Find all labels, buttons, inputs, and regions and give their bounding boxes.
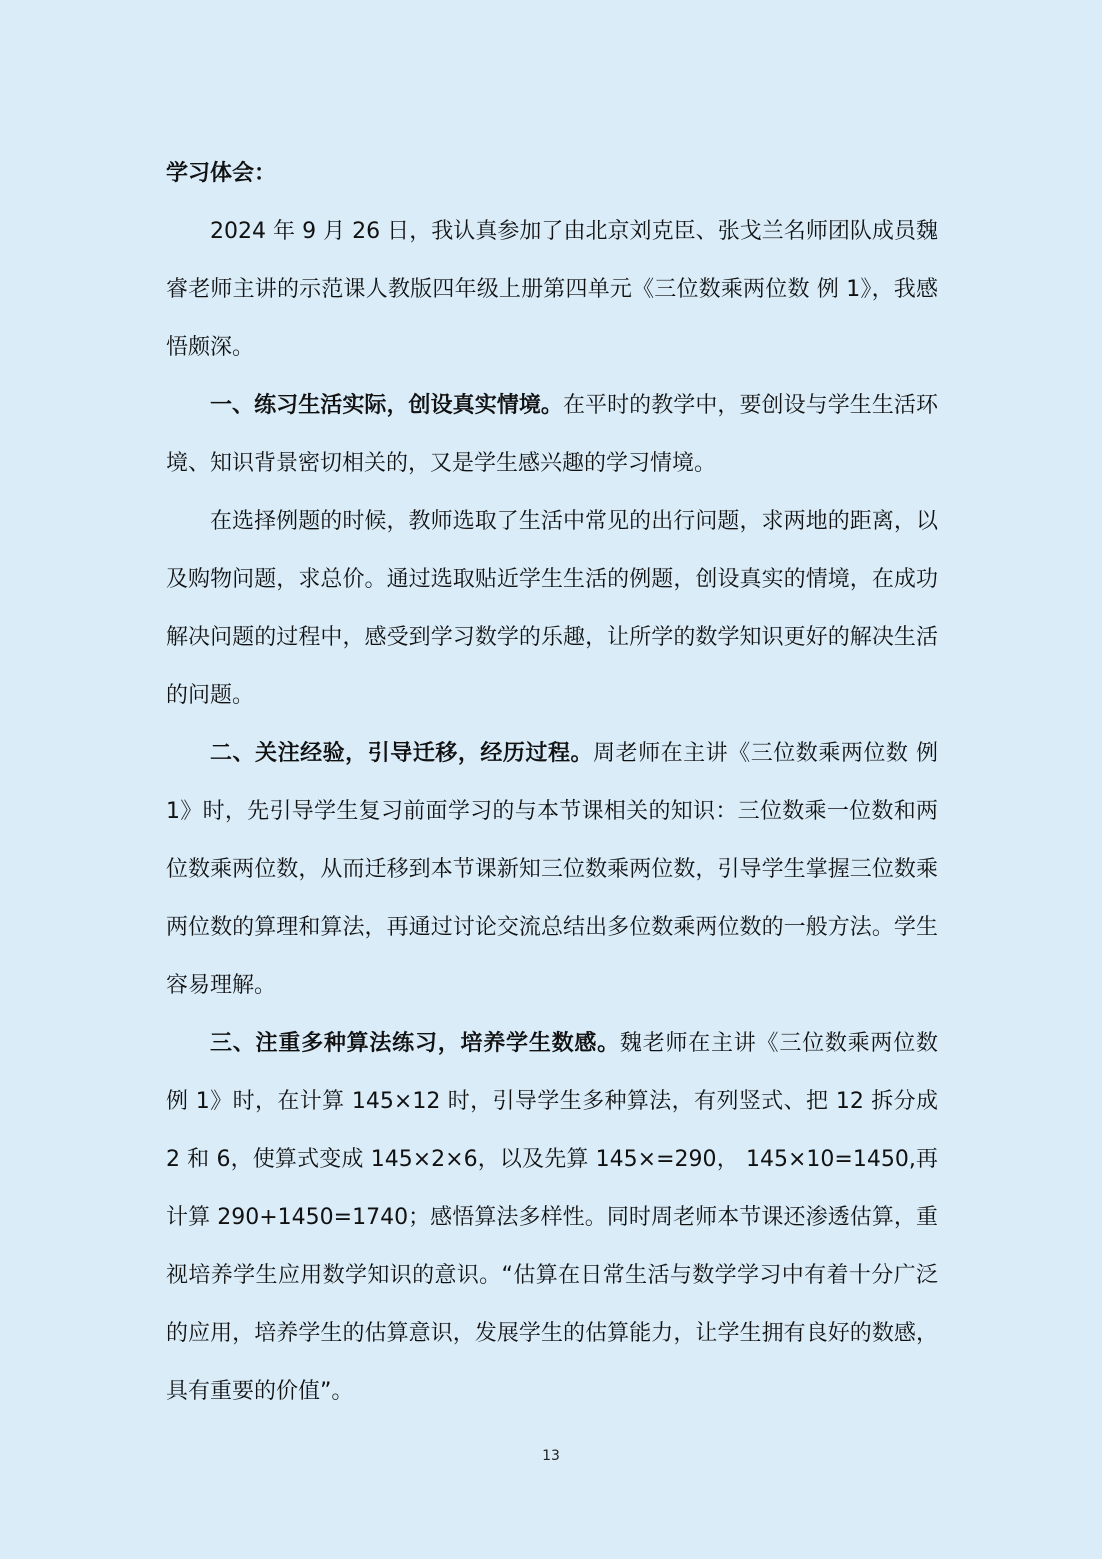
- paragraph-example-selection: [166, 493, 938, 725]
- paragraph-intro: [166, 203, 938, 377]
- document-body: [166, 145, 938, 1421]
- paragraph-point-three: [166, 1015, 938, 1421]
- paragraph-point-two: [166, 725, 938, 1015]
- paragraph-lead: 一、练习生活实际，创设真实情境。: [210, 393, 563, 418]
- section-heading: 学习体会：: [166, 161, 277, 186]
- paragraph-text: 周老师在主讲《三位数乘两位数 例 1》时，先引导学生复习前面学习的与本节课相关的知识：三位数乘一位数和两位数乘两位数，从而迁移到本节课新知三位数乘两位数，引导学生掌握三位数乘两位数的算理和算法，再通过讨论交流总结出多位数乘两位数的一般方法。学生容易理解。: [166, 741, 938, 998]
- page-number: 13: [542, 1448, 560, 1464]
- paragraph-text: 魏老师在主讲《三位数乘两位数 例 1》时，在计算 145×12 时，引导学生多种算法，有列竖式、把 12 拆分成 2 和 6，使算式变成 145×2×6，以及先算 145×=290， 145×10=1450,再计算 290+1450=1740；感悟算法多样性。同时周老师本节课还渗透估算，重视培养学生应用数学知识的意识。“估算在日常生活与数学学习中有着十分广泛的应用，培养学生的估算意识，发展学生的估算能力，让学生拥有良好的数感，具有重要的价值”。: [166, 1031, 938, 1404]
- paragraph-lead: 三、注重多种算法练习，培养学生数感。: [210, 1031, 620, 1056]
- paragraph-text: 在选择例题的时候，教师选取了生活中常见的出行问题，求两地的距离，以及购物问题，求总价。通过选取贴近学生生活的例题，创设真实的情境，在成功解决问题的过程中，感受到学习数学的乐趣，让所学的数学知识更好的解决生活的问题。: [166, 509, 938, 708]
- paragraph-text: 2024 年 9 月 26 日，我认真参加了由北京刘克臣、张戈兰名师团队成员魏睿老师主讲的示范课人教版四年级上册第四单元《三位数乘两位数 例 1》，我感悟颇深。: [166, 219, 938, 360]
- paragraph-text: 在平时的教学中，要创设与学生生活环境、知识背景密切相关的，又是学生感兴趣的学习情境。: [166, 393, 938, 476]
- paragraph-lead: 二、关注经验，引导迁移，经历过程。: [210, 741, 594, 766]
- paragraph-point-one: [166, 377, 938, 493]
